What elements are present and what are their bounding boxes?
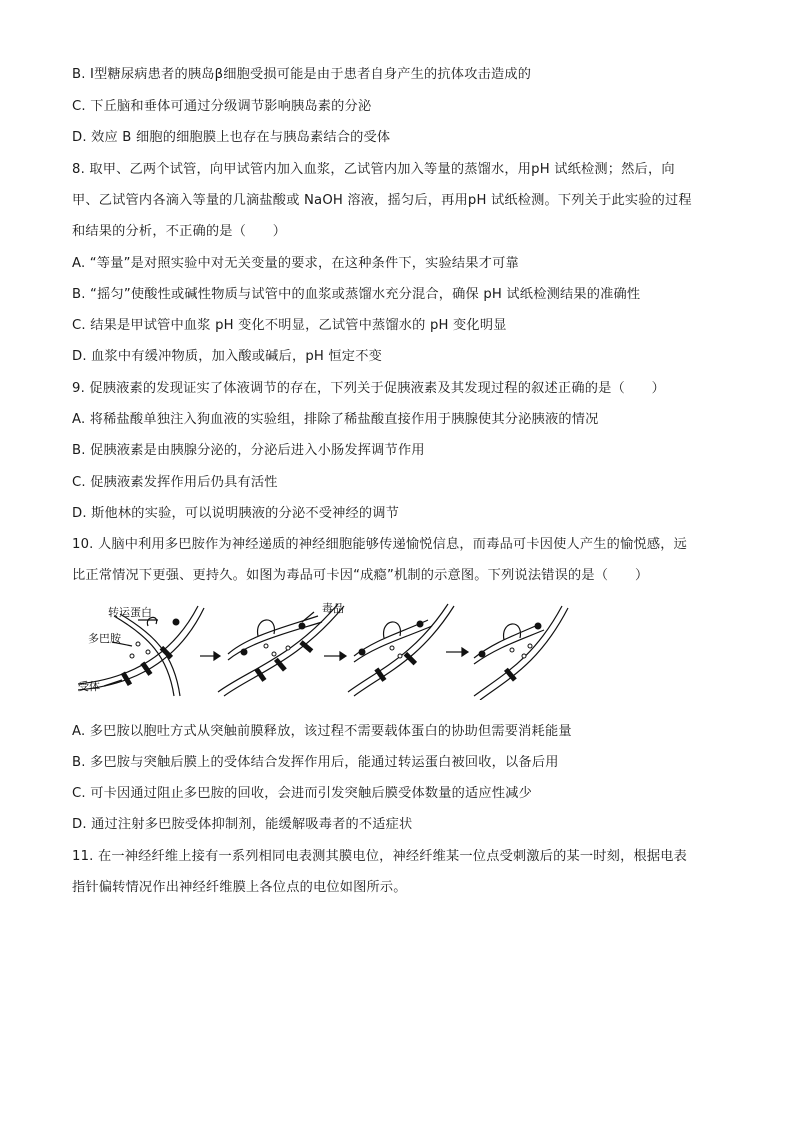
option-7b: B. Ⅰ型糖尿病患者的胰岛β细胞受损可能是由于患者自身产生的抗体攻击造成的	[72, 67, 532, 82]
presynaptic-membrane	[114, 616, 174, 696]
option-8a: A. “等量”是对照实验中对无关变量的要求，在这种条件下，实验结果才可靠	[72, 256, 519, 271]
question-8-stem: 8. 取甲、乙两个试管，向甲试管内加入血浆，乙试管内加入等量的蒸馏水，用pH 试纸检测；然后，向	[72, 162, 675, 177]
question-9-stem: 9. 促胰液素的发现证实了体液调节的存在，下列关于促胰液素及其发现过程的叙述正确的是（ ）	[72, 381, 666, 396]
question-8-stem: 甲、乙试管内各滴入等量的几滴盐酸或 NaOH 溶液，摇匀后，再用pH 试纸检测。下列关于此实验的过程	[72, 193, 692, 208]
cocaine-addiction-diagram	[78, 596, 578, 700]
dopamine-molecule	[522, 654, 526, 658]
option-8b: B. “摇匀”使酸性或碱性物质与试管中的血浆或蒸馏水充分混合，确保 pH 试纸检测结果的准确性	[72, 287, 641, 302]
question-8-stem: 和结果的分析，不正确的是（ ）	[72, 224, 287, 239]
transporter-label: 转运蛋白	[108, 606, 152, 619]
option-10b: B. 多巴胺与突触后膜上的受体结合发挥作用后，能通过转运蛋白被回收，以备后用	[72, 755, 559, 770]
membrane	[348, 604, 448, 692]
dopamine-molecule	[390, 646, 394, 650]
dopamine-molecule	[264, 644, 268, 648]
receptor-pointer	[104, 680, 122, 686]
dopamine-molecule	[272, 652, 276, 656]
option-10c: C. 可卡因通过阻止多巴胺的回收，会进而引发突触后膜受体数量的适应性减少	[72, 786, 532, 801]
question-11-stem: 指针偏转情况作出神经纤维膜上各位点的电位如图所示。	[72, 880, 407, 895]
receptor	[374, 668, 386, 682]
receptor	[254, 668, 266, 682]
receptor-label: 受体	[78, 680, 100, 693]
transporter	[479, 651, 486, 658]
option-7d: D. 效应 B 细胞的细胞膜上也存在与胰岛素结合的受体	[72, 130, 391, 145]
dopamine-molecule	[146, 650, 150, 654]
drug-label: 毒品	[322, 602, 344, 615]
dopamine-molecule	[528, 644, 532, 648]
question-10-stem: 比正常情况下更强、更持久。如图为毒品可卡因“成瘾”机制的示意图。下列说法错误的是（ ）	[72, 568, 649, 583]
transporter	[359, 649, 366, 656]
arrow-head	[462, 648, 468, 656]
option-10a: A. 多巴胺以胞吐方式从突触前膜释放，该过程不需要载体蛋白的协助但需要消耗能量	[72, 724, 572, 739]
membrane	[354, 626, 432, 662]
option-7c: C. 下丘脑和垂体可通过分级调节影响胰岛素的分泌	[72, 99, 372, 114]
dopamine-label: 多巴胺	[88, 632, 121, 645]
dopamine-molecule	[130, 654, 134, 658]
transporter	[417, 621, 424, 628]
vesicle	[504, 624, 521, 640]
dopamine-molecule	[136, 642, 140, 646]
option-10d: D. 通过注射多巴胺受体抑制剂，能缓解吸毒者的不适症状	[72, 817, 413, 832]
receptor	[404, 652, 417, 665]
transporter	[535, 623, 542, 630]
option-8d: D. 血浆中有缓冲物质，加入酸或碱后，pH 恒定不变	[72, 349, 382, 364]
receptor	[299, 640, 313, 653]
option-9c: C. 促胰液素发挥作用后仍具有活性	[72, 475, 278, 490]
arrow-head	[340, 652, 346, 660]
arrow-head	[214, 652, 220, 660]
membrane	[354, 606, 454, 696]
transporter	[173, 619, 180, 626]
dopamine-molecule	[398, 654, 402, 658]
drug-pointer	[302, 612, 314, 622]
option-9b: B. 促胰液素是由胰腺分泌的，分泌后进入小肠发挥调节作用	[72, 443, 425, 458]
synapse-diagram-svg	[78, 596, 578, 700]
dopamine-molecule	[286, 646, 290, 650]
membrane	[474, 606, 562, 696]
transporter	[241, 649, 248, 656]
transporter	[299, 623, 306, 630]
question-10-stem: 10. 人脑中利用多巴胺作为神经递质的神经细胞能够传递愉悦信息，而毒品可卡因使人产生的愉悦感，远	[72, 537, 688, 552]
question-11-stem: 11. 在一神经纤维上接有一系列相同电表测其膜电位，神经纤维某一位点受刺激后的某一时刻，根据电表	[72, 849, 688, 864]
option-9d: D. 斯他林的实验，可以说明胰液的分泌不受神经的调节	[72, 506, 400, 521]
option-8c: C. 结果是甲试管中血浆 pH 变化不明显，乙试管中蒸馏水的 pH 变化明显	[72, 318, 507, 333]
option-9a: A. 将稀盐酸单独注入狗血液的实验组，排除了稀盐酸直接作用于胰腺使其分泌胰液的情况	[72, 412, 599, 427]
dopamine-molecule	[510, 648, 514, 652]
